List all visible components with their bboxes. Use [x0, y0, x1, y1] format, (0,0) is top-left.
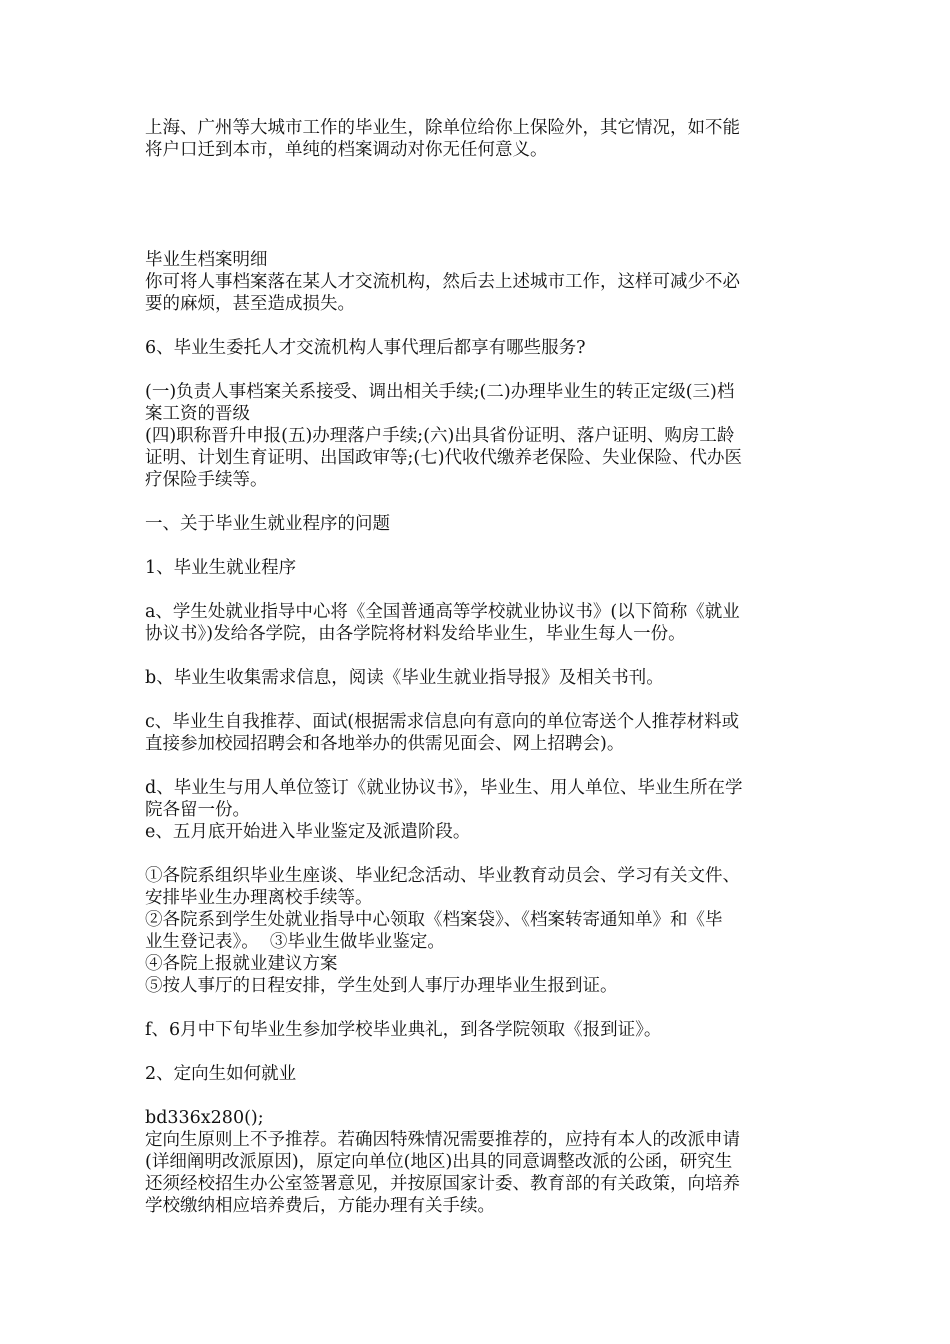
- paragraph-step-a: a、学生处就业指导中心将《全国普通高等学校就业协议书》(以下简称《就业 协议书》)发给各学院，由各学院将材料发给毕业生，毕业生每人一份。: [145, 602, 740, 644]
- paragraph-step-f: f、6月中下旬毕业生参加学校毕业典礼，到各学院领取《报到证》。: [145, 1020, 662, 1040]
- paragraph-step-b: b、毕业生收集需求信息，阅读《毕业生就业指导报》及相关书刊。: [145, 668, 664, 688]
- paragraph-step-c: c、毕业生自我推荐、面试(根据需求信息向有意向的单位寄送个人推荐材料或 直接参加校园招聘会和各地举办的供需见面会、网上招聘会)。: [145, 712, 740, 754]
- subheading-employment-procedure: 1、毕业生就业程序: [145, 558, 297, 578]
- heading-employment-procedure: 一、关于毕业生就业程序的问题: [145, 514, 390, 534]
- paragraph-step-d-e: d、毕业生与用人单位签订《就业协议书》，毕业生、用人单位、毕业生所在学 院各留一份。 e、五月底开始进入毕业鉴定及派遣阶段。: [145, 778, 743, 842]
- paragraph-graduation-steps: ①各院系组织毕业生座谈、毕业纪念活动、毕业教育动员会、学习有关文件、 安排毕业生办理离校手续等。 ②各院系到学生处就业指导中心领取《档案袋》、《档案转寄通知单》和《毕 业生登记表》。 ③毕业生做毕业鉴定。 ④各院上报就业建议方案 ⑤按人事厅的日程安排，学生处到人事厅办理毕业生报到证。: [145, 866, 740, 996]
- paragraph-directed-students: bd336x280(); 定向生原则上不予推荐。若确因特殊情况需要推荐的，应持有本人的改派申请 (详细阐明改派原因)，原定向单位(地区)出具的同意调整改派的公函，研究生 还须经校招生办公室签署意见，并按原国家计委、教育部的有关政策，向培养 学校缴纳相应培养费后，方能办理有关手续。: [145, 1108, 740, 1216]
- paragraph-insurance-note: 上海、广州等大城市工作的毕业生，除单位给你上保险外，其它情况，如不能 将户口迁到本市，单纯的档案调动对你无任何意义。: [145, 118, 740, 160]
- subheading-directed-students: 2、定向生如何就业: [145, 1064, 297, 1084]
- heading-agency-services: 6、毕业生委托人才交流机构人事代理后都享有哪些服务?: [145, 338, 586, 358]
- paragraph-archive-details: 毕业生档案明细 你可将人事档案落在某人才交流机构，然后去上述城市工作，这样可减少不必 要的麻烦，甚至造成损失。: [145, 250, 740, 314]
- paragraph-service-list: (一)负责人事档案关系接受、调出相关手续;(二)办理毕业生的转正定级(三)档 案工资的晋级 (四)职称晋升申报(五)办理落户手续;(六)出具省份证明、落户证明、购房工龄 证明、计划生育证明、出国政审等;(七)代收代缴养老保险、失业保险、代办医 疗保险手续等。: [145, 382, 743, 490]
